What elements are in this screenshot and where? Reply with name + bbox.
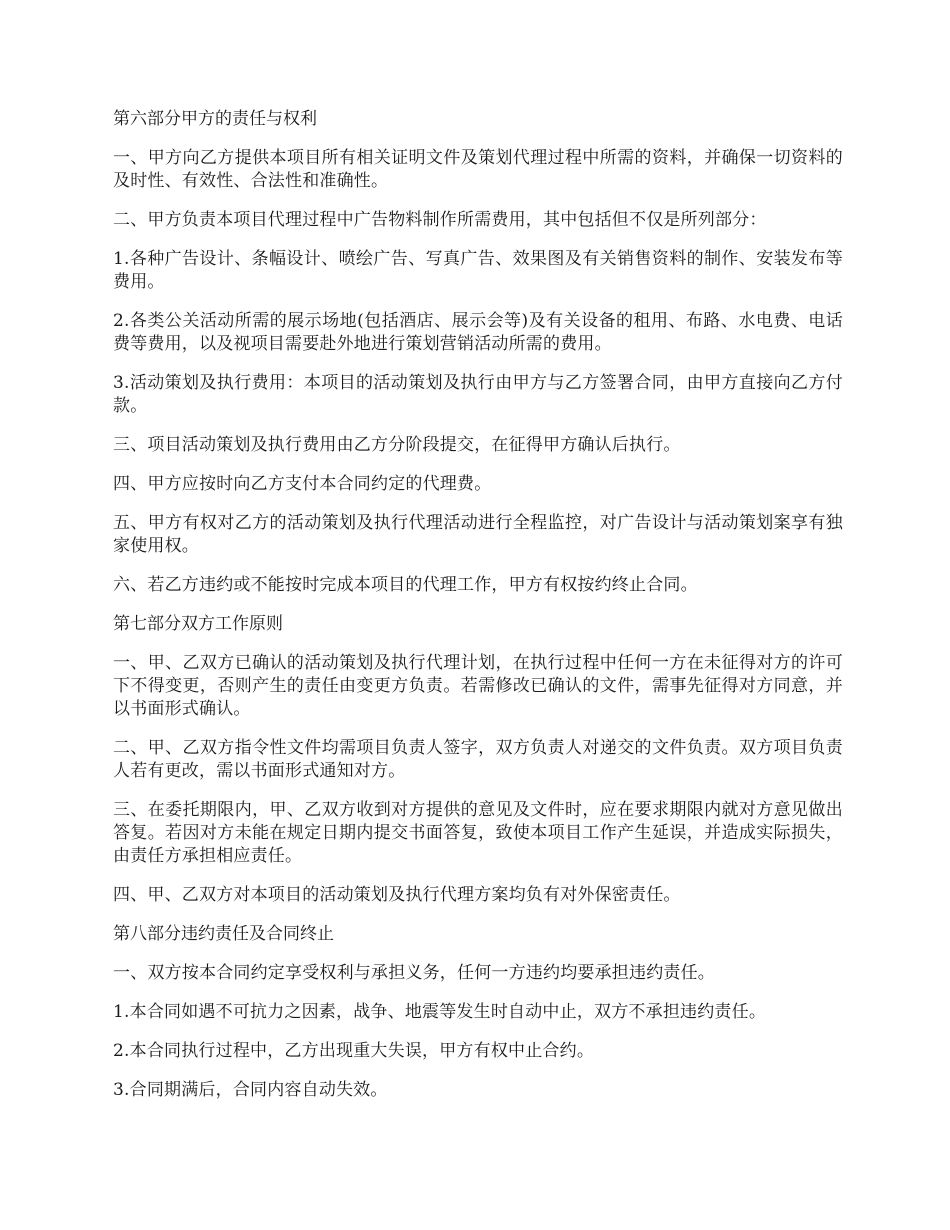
section-7-paragraph-1: 一、甲、乙双方已确认的活动策划及执行代理计划，在执行过程中任何一方在未征得对方的许可下不得变更，否则产生的责任由变更方负责。若需修改已确认的文件，需事先征得对方同意，并以书面形式确认。 xyxy=(113,653,843,719)
section-7-heading: 第七部分双方工作原则 xyxy=(113,614,283,634)
section-6-paragraph-2: 二、甲方负责本项目代理过程中广告物料制作所需费用，其中包括但不仅是所列部分： xyxy=(113,210,767,230)
section-6-paragraph-7: 四、甲方应按时向乙方支付本合同约定的代理费。 xyxy=(113,474,492,494)
document-page xyxy=(113,108,843,1118)
section-6-paragraph-4: 2.各类公关活动所需的展示场地(包括酒店、展示会等)及有关设备的租用、布路、水电费、电话费等费用，以及视项目需要赴外地进行策划营销活动所需的费用。 xyxy=(113,311,843,354)
section-6-heading: 第六部分甲方的责任与权利 xyxy=(113,109,317,129)
section-8-paragraph-4: 3.合同期满后，合同内容自动失效。 xyxy=(113,1080,388,1100)
section-6-paragraph-9: 六、若乙方违约或不能按时完成本项目的代理工作，甲方有权按约终止合同。 xyxy=(113,575,698,595)
section-8-paragraph-2: 1.本合同如遇不可抗力之因素，战争、地震等发生时自动中止，双方不承担违约责任。 xyxy=(113,1002,767,1022)
section-8-paragraph-1: 一、双方按本合同约定享受权利与承担义务，任何一方违约均要承担违约责任。 xyxy=(113,963,715,983)
section-6-paragraph-1: 一、甲方向乙方提供本项目所有相关证明文件及策划代理过程中所需的资料，并确保一切资料的及时性、有效性、合法性和准确性。 xyxy=(113,148,843,191)
section-6-paragraph-6: 三、项目活动策划及执行费用由乙方分阶段提交，在征得甲方确认后执行。 xyxy=(113,435,681,455)
section-7-paragraph-3: 三、在委托期限内，甲、乙双方收到对方提供的意见及文件时，应在要求期限内就对方意见做出答复。若因对方未能在规定日期内提交书面答复，致使本项目工作产生延误，并造成实际损失，由责任方承担相应责任。 xyxy=(113,800,843,866)
section-7-paragraph-4: 四、甲、乙双方对本项目的活动策划及执行代理方案均负有对外保密责任。 xyxy=(113,885,681,905)
section-8-paragraph-3: 2.本合同执行过程中，乙方出现重大失误，甲方有权中止合约。 xyxy=(113,1041,595,1061)
section-8-heading: 第八部分违约责任及合同终止 xyxy=(113,924,334,944)
section-6-paragraph-5: 3.活动策划及执行费用：本项目的活动策划及执行由甲方与乙方签署合同，由甲方直接向乙方付款。 xyxy=(113,373,843,416)
section-6-paragraph-8: 五、甲方有权对乙方的活动策划及执行代理活动进行全程监控，对广告设计与活动策划案享有独家使用权。 xyxy=(113,513,843,556)
section-7-paragraph-2: 二、甲、乙双方指令性文件均需项目负责人签字，双方负责人对递交的文件负责。双方项目负责人若有更改，需以书面形式通知对方。 xyxy=(113,738,843,781)
section-6-paragraph-3: 1.各种广告设计、条幅设计、喷绘广告、写真广告、效果图及有关销售资料的制作、安装发布等费用。 xyxy=(113,249,843,292)
